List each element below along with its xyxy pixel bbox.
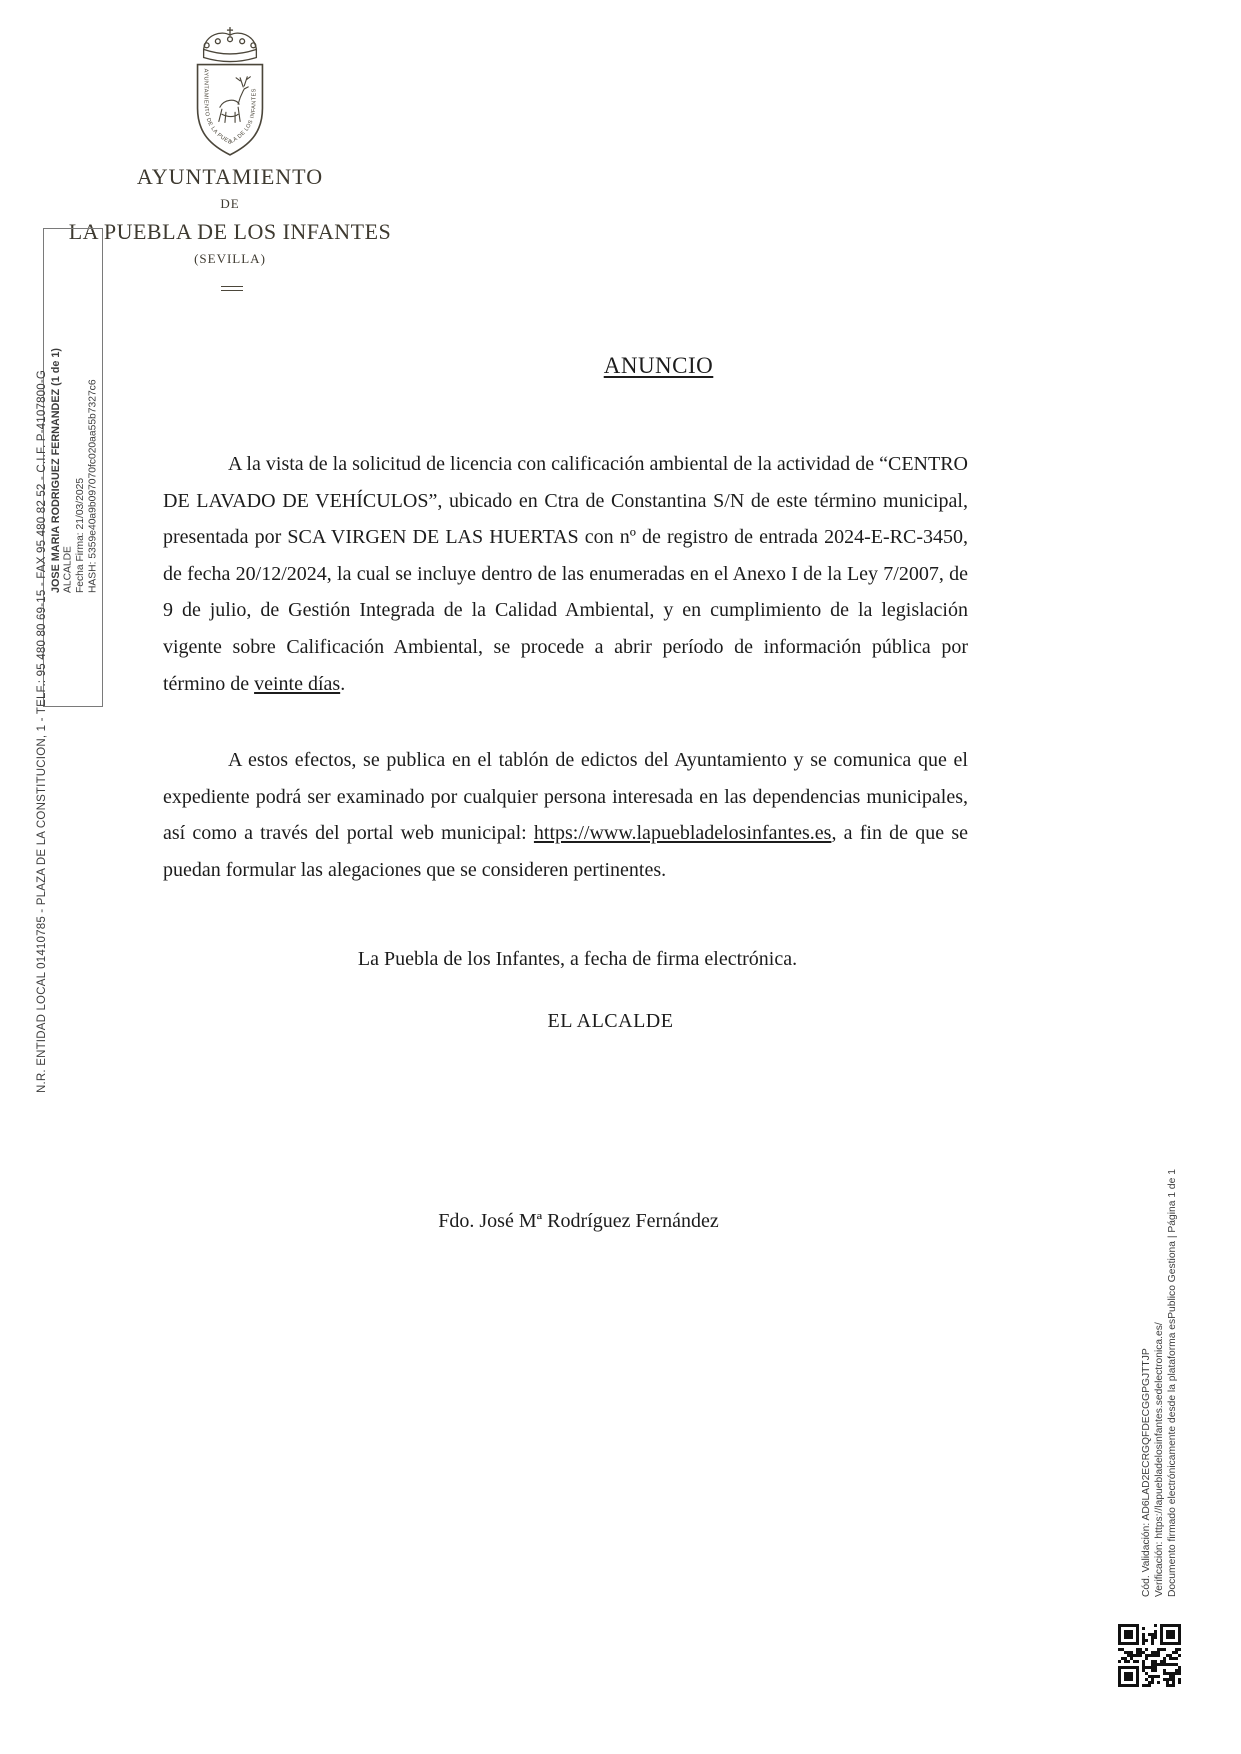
- qr-finder-bottom-left: [1118, 1666, 1139, 1687]
- qr-finder-top-right: [1160, 1624, 1181, 1645]
- signature-date: Fecha Firma: 21/03/2025: [75, 477, 86, 593]
- paragraph-2: [163, 742, 968, 888]
- signer-title: EL ALCALDE: [547, 1010, 674, 1032]
- svg-text:AYUNTAMIENTO DE LA PUEBLA DE L: [203, 69, 258, 146]
- doc-title: ANUNCIO: [603, 353, 714, 378]
- signer-role: ALCALDE: [62, 546, 74, 593]
- qr-finder-top-left: [1118, 1624, 1139, 1645]
- signer-title-row: [163, 1010, 968, 1033]
- org-name-line1: AYUNTAMIENTO: [136, 164, 324, 189]
- org-name-line2: DE: [220, 196, 240, 211]
- signature-hash: HASH: 5359e40a9b097070fc020aa55b7327c6: [87, 379, 99, 593]
- signer-name: JOSE MARIA RODRIGUEZ FERNANDEZ (1 de 1): [50, 348, 62, 593]
- validation-code-text: Cód. Validación: AD6LAD2ECRGQFDECGGPGJTTJP: [1141, 1348, 1152, 1597]
- portal-url-link[interactable]: https://www.lapuebladelosinfantes.es: [533, 822, 832, 845]
- signature-stamp-box: [43, 228, 103, 707]
- place-date-line: La Puebla de los Infantes, a fecha de firma electrónica.: [357, 948, 798, 970]
- header-crest: [178, 22, 282, 164]
- qr-code: [1118, 1624, 1181, 1687]
- paragraph-1-post: .: [340, 672, 346, 695]
- header-divider: [221, 286, 243, 291]
- signature-name-line: Fdo. José Mª Rodríguez Fernández: [438, 1210, 719, 1232]
- validation-vertical-block: [1140, 1095, 1179, 1597]
- crest-ring-text: AYUNTAMIENTO DE LA PUEBLA DE LOS INFANTES: [202, 68, 258, 147]
- org-name-line3: LA PUEBLA DE LOS INFANTES: [68, 219, 392, 244]
- platform-note-text: Documento firmado electrónicamente desde la plataforma esPublico Gestiona | Página 1 de 1: [1167, 1169, 1178, 1597]
- place-date-row: [163, 948, 968, 971]
- org-name-block: [60, 164, 400, 267]
- deer-icon: [219, 77, 250, 123]
- entity-info-vertical-text: N.R. ENTIDAD LOCAL 01410785 - PLAZA DE LA CONSTITUCION, 1 - TELF.: 95 480 80 69-15 - FAX 95 480 82 52 - C.I.F. P-4107800-G: [36, 369, 48, 1093]
- paragraph-2-post: , a fin de que se puedan formular las alegaciones que se consideren pertinentes.: [163, 822, 968, 881]
- paragraph-1-underlined-term: veinte días: [254, 672, 341, 695]
- verification-url-text: Verificación: https://lapuebladelosinfantes.sedelectronica.es/: [1154, 1322, 1165, 1597]
- doc-title-row: [163, 353, 968, 379]
- paragraph-2-pre: A estos efectos, se publica en el tablón de edictos del Ayuntamiento y se comunica que el expediente podrá ser examinado por cualquier persona interesada en las dependencias municipales, así como a través del portal web municipal:: [163, 749, 968, 845]
- org-name-line4: (SEVILLA): [194, 251, 266, 266]
- signature-stamp-text: [50, 229, 100, 706]
- paragraph-1-pre: A la vista de la solicitud de licencia con calificación ambiental de la actividad de “CENTRO DE LAVADO DE VEHÍCULOS”, ubicado en Ctra de Constantina S/N de este término municipal, presentada por SCA VIRGEN DE LAS HUERTAS con nº de registro de entrada 2024-E-RC-3450, de fecha 20/12/2024, la cual se incluye dentro de las enumeradas en el Anexo I de la Ley 7/2007, de 9 de julio, de Gestión Integrada de la Calidad Ambiental, y en cumplimiento de la legislación vigente sobre Calificación Ambiental, se procede a abrir período de información pública por término de: [163, 453, 968, 695]
- crown-icon: [204, 27, 257, 61]
- paragraph-1: [163, 446, 968, 702]
- signature-name-row: [163, 1210, 968, 1233]
